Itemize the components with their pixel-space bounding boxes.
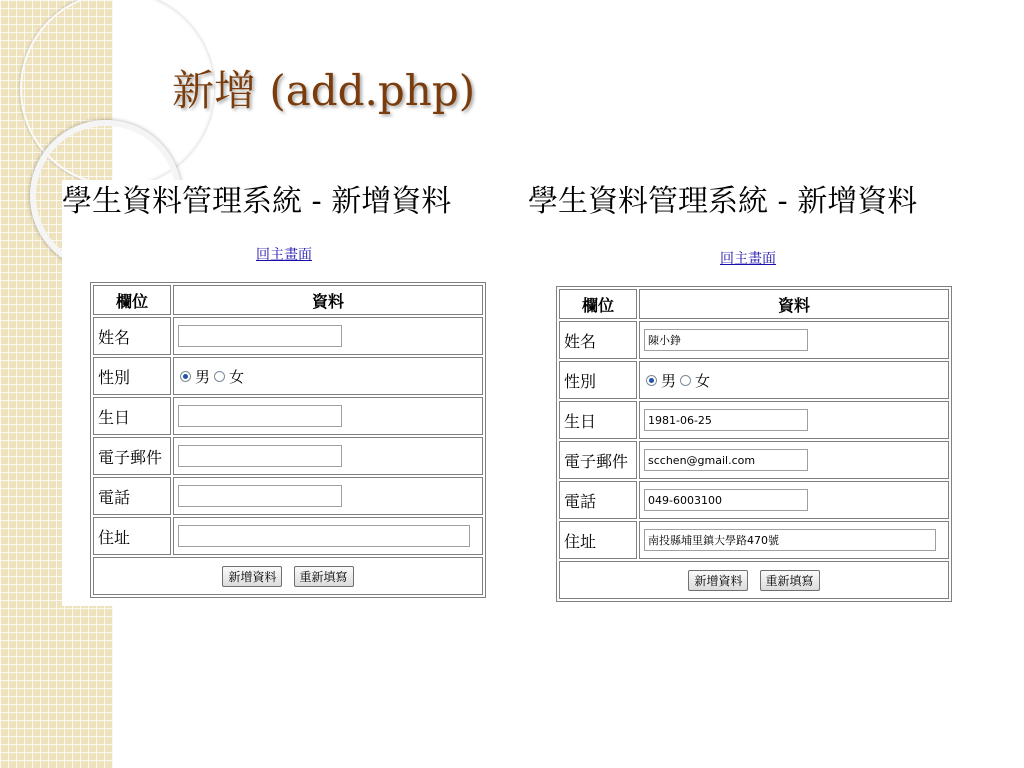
birthday-input[interactable] <box>178 405 342 427</box>
system-heading: 學生資料管理系統 - 新增資料 <box>62 184 452 219</box>
radio-female[interactable] <box>680 375 691 386</box>
screenshot-empty-form <box>62 180 494 606</box>
table-row <box>93 477 483 515</box>
table-row <box>93 397 483 435</box>
label-phone: 電話 <box>93 477 171 515</box>
table-row <box>559 361 949 399</box>
table-row <box>93 437 483 475</box>
reset-button[interactable]: 重新填寫 <box>760 570 820 591</box>
phone-input[interactable] <box>644 489 808 511</box>
label-name: 姓名 <box>93 317 171 355</box>
student-form-table <box>556 286 952 602</box>
label-address: 住址 <box>559 521 637 559</box>
gender-radio-group <box>178 366 478 387</box>
button-cell <box>559 561 949 599</box>
birthday-input[interactable] <box>644 409 808 431</box>
table-row <box>559 481 949 519</box>
table-header-row <box>559 289 949 319</box>
submit-button[interactable]: 新增資料 <box>222 566 282 587</box>
screenshot-filled-form <box>528 180 988 606</box>
label-email: 電子郵件 <box>93 437 171 475</box>
slide-title: 新增 (add.php) <box>172 66 476 115</box>
radio-female[interactable] <box>214 371 225 382</box>
header-field: 欄位 <box>93 285 171 315</box>
radio-male-label: 男 <box>195 367 211 386</box>
table-row <box>93 317 483 355</box>
system-heading: 學生資料管理系統 - 新增資料 <box>528 184 918 219</box>
address-input[interactable] <box>644 529 936 551</box>
radio-male-label: 男 <box>661 371 677 390</box>
table-row <box>93 357 483 395</box>
email-input[interactable] <box>644 449 808 471</box>
label-name: 姓名 <box>559 321 637 359</box>
header-data: 資料 <box>173 285 483 315</box>
submit-button[interactable]: 新增資料 <box>688 570 748 591</box>
header-field: 欄位 <box>559 289 637 319</box>
home-link[interactable]: 回主畫面 <box>720 251 776 267</box>
table-row <box>559 441 949 479</box>
label-phone: 電話 <box>559 481 637 519</box>
name-input[interactable] <box>644 329 808 351</box>
label-gender: 性別 <box>559 361 637 399</box>
name-input[interactable] <box>178 325 342 347</box>
button-cell <box>93 557 483 595</box>
radio-female-label: 女 <box>695 371 711 390</box>
reset-button[interactable]: 重新填寫 <box>294 566 354 587</box>
table-row-buttons <box>559 561 949 599</box>
label-email: 電子郵件 <box>559 441 637 479</box>
table-row-buttons <box>93 557 483 595</box>
radio-female-label: 女 <box>229 367 245 386</box>
table-row <box>559 321 949 359</box>
label-birthday: 生日 <box>559 401 637 439</box>
home-link[interactable]: 回主畫面 <box>256 247 312 263</box>
label-birthday: 生日 <box>93 397 171 435</box>
label-address: 住址 <box>93 517 171 555</box>
phone-input[interactable] <box>178 485 342 507</box>
table-header-row <box>93 285 483 315</box>
email-input[interactable] <box>178 445 342 467</box>
radio-male[interactable] <box>180 371 191 382</box>
address-input[interactable] <box>178 525 470 547</box>
table-row <box>559 521 949 559</box>
table-row <box>559 401 949 439</box>
label-gender: 性別 <box>93 357 171 395</box>
header-data: 資料 <box>639 289 949 319</box>
radio-male[interactable] <box>646 375 657 386</box>
student-form-table <box>90 282 486 598</box>
gender-radio-group <box>644 370 944 391</box>
table-row <box>93 517 483 555</box>
